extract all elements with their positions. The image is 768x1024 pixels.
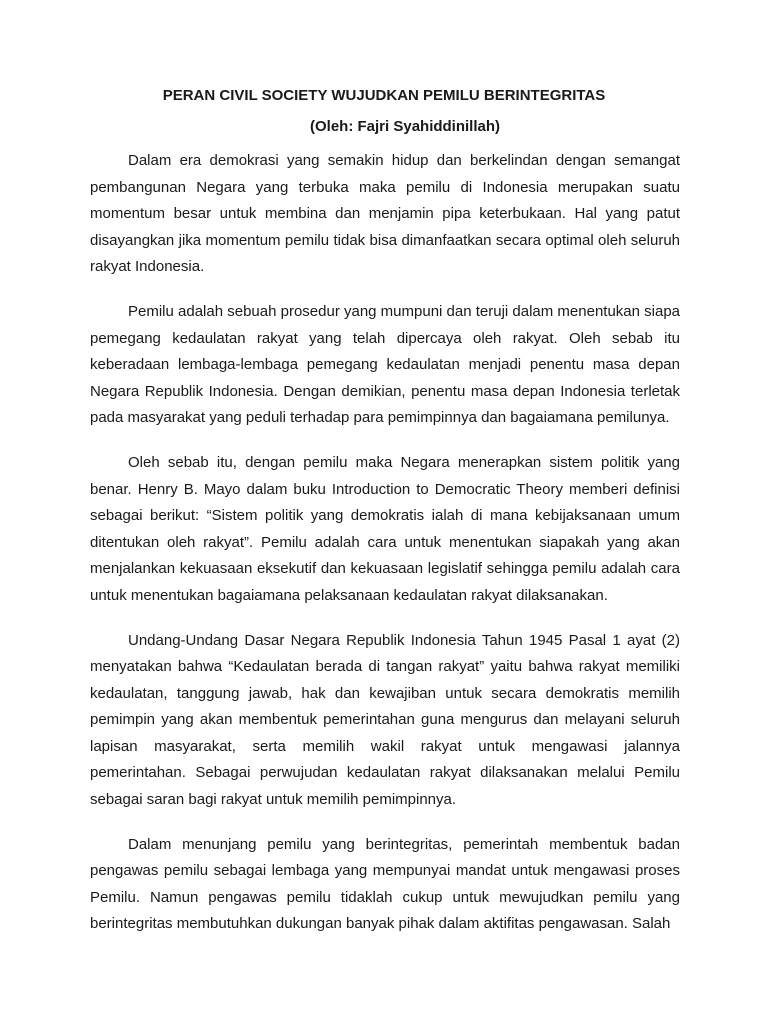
paragraph: Undang-Undang Dasar Negara Republik Indonesia Tahun 1945 Pasal 1 ayat (2) menyatakan bahwa “Kedaulatan berada di tangan rakyat” yaitu bahwa rakyat memiliki kedaulatan, tanggung jawab, hak dan kewajiban untuk secara demokratis memilih pemimpin yang akan membentuk pemerintahan guna mengurus dan melayani seluruh lapisan masyarakat, serta memilih wakil rakyat untuk mengawasi jalannya pemerintahan. Sebagai perwujudan kedaulatan rakyat dilaksanakan melalui Pemilu sebagai saran bagi rakyat untuk memilih pemimpinnya.	[90, 631, 680, 809]
document-title: PERAN CIVIL SOCIETY WUJUDKAN PEMILU BERINTEGRITAS	[162, 87, 606, 104]
paragraph: Oleh sebab itu, dengan pemilu maka Negara menerapkan sistem politik yang benar. Henry B. Mayo dalam buku Introduction to Democratic Theory memberi definisi sebagai berikut: “Sistem politik yang demokratis ialah di mana kebijaksanaan umum ditentukan oleh rakyat”. Pemilu adalah cara untuk menentukan siapakah yang akan menjalankan kekuasaan eksekutif dan kekuasaan legislatif sehingga pemilu adalah cara untuk menentukan bagaiamana pelaksanaan kedaulatan rakyat dilaksanakan.	[90, 453, 680, 604]
document-body	[90, 148, 680, 956]
paragraph: Dalam menunjang pemilu yang berintegritas, pemerintah membentuk badan pengawas pemilu sebagai lembaga yang mempunyai mandat untuk mengawasi proses Pemilu. Namun pengawas pemilu tidaklah cukup untuk mewujudkan pemilu yang berintegritas membutuhkan dukungan banyak pihak dalam aktifitas pengawasan. Salah	[90, 835, 680, 933]
paragraph: Dalam era demokrasi yang semakin hidup dan berkelindan dengan semangat pembangunan Negara yang terbuka maka pemilu di Indonesia merupakan suatu momentum besar untuk membina dan menjamin pipa keterbukaan. Hal yang patut disayangkan jika momentum pemilu tidak bisa dimanfaatkan secara optimal oleh seluruh rakyat Indonesia.	[90, 152, 680, 276]
paragraph: Pemilu adalah sebuah prosedur yang mumpuni dan teruji dalam menentukan siapa pemegang kedaulatan rakyat yang telah dipercaya oleh rakyat. Oleh sebab itu keberadaan lembaga-lembaga pemegang kedaulatan menjadi penentu masa depan Negara Republik Indonesia. Dengan demikian, penentu masa depan Indonesia terletak pada masyarakat yang peduli terhadap para pemimpinnya dan bagaiamana pemilunya.	[90, 302, 681, 427]
document-author: (Oleh: Fajri Syahiddinillah)	[310, 118, 501, 135]
